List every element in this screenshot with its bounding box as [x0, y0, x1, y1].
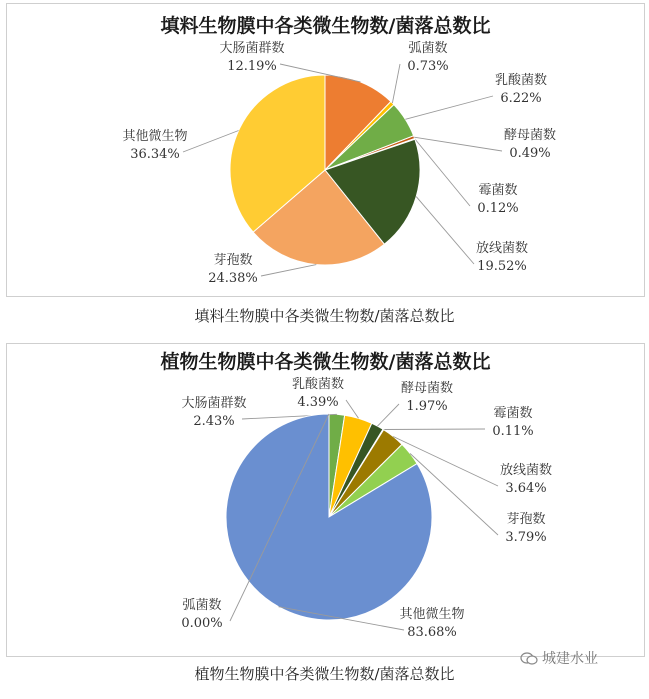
- slice-value-label: 0.73%: [407, 59, 449, 74]
- slice-value-label: 2.43%: [193, 414, 235, 429]
- slice-label: 酵母菌数: [503, 128, 557, 143]
- leader-line: [261, 265, 316, 276]
- figure-caption: 植物生物膜中各类微生物数/菌落总数比: [194, 665, 455, 683]
- slice-label: 其他微生物: [122, 129, 188, 144]
- figure-caption: 填料生物膜中各类微生物数/菌落总数比: [194, 307, 455, 325]
- leader-line: [183, 131, 239, 153]
- slice-label: 弧菌数: [182, 598, 222, 613]
- slice-label: 乳酸菌数: [291, 377, 345, 392]
- slice-label: 芽孢数: [213, 253, 253, 268]
- slice-value-label: 4.39%: [297, 395, 339, 410]
- slice-label: 霉菌数: [478, 183, 518, 198]
- slice-value-label: 12.19%: [227, 59, 277, 74]
- slice-value-label: 0.12%: [477, 201, 519, 216]
- slice-value-label: 0.00%: [181, 616, 223, 631]
- slice-value-label: 3.79%: [505, 530, 547, 545]
- slice-label: 大肠菌群数: [181, 396, 247, 411]
- slice-label: 霉菌数: [493, 406, 533, 421]
- chart-panel-biofilm-filler: [6, 3, 645, 297]
- slice-label: 其他微生物: [399, 607, 465, 622]
- slice-value-label: 24.38%: [208, 271, 258, 286]
- chart-title: 填料生物膜中各类微生物数/菌落总数比: [160, 15, 491, 37]
- slice-value-label: 0.49%: [509, 146, 551, 161]
- leader-line: [383, 429, 485, 430]
- pie-chart-plant: [7, 344, 644, 656]
- slice-value-label: 19.52%: [477, 259, 527, 274]
- watermark-text: 城建水业: [542, 651, 598, 667]
- leader-line: [378, 404, 400, 426]
- slice-label: 乳酸菌数: [494, 73, 548, 88]
- slice-value-label: 6.22%: [500, 91, 542, 106]
- leader-line: [405, 96, 493, 119]
- slice-label: 弧菌数: [408, 41, 448, 56]
- chart-title: 植物生物膜中各类微生物数/菌落总数比: [160, 351, 491, 373]
- chart-panel-biofilm-plant: [6, 343, 645, 657]
- slice-label: 放线菌数: [499, 463, 553, 478]
- slice-label: 放线菌数: [475, 241, 529, 256]
- slice-value-label: 83.68%: [407, 625, 457, 640]
- leader-line: [415, 139, 470, 206]
- leader-line: [392, 64, 400, 103]
- slice-value-label: 1.97%: [406, 399, 448, 414]
- wechat-icon: [520, 652, 538, 665]
- watermark: [520, 648, 598, 668]
- slice-label: 酵母菌数: [400, 381, 454, 396]
- leader-line: [414, 137, 502, 151]
- leader-line: [416, 197, 474, 264]
- slice-label: 大肠菌群数: [219, 41, 285, 56]
- slice-value-label: 3.64%: [505, 481, 547, 496]
- pie-chart-filler: [7, 4, 644, 296]
- slice-label: 芽孢数: [506, 512, 546, 527]
- slice-value-label: 0.11%: [492, 424, 534, 439]
- slice-value-label: 36.34%: [130, 147, 180, 162]
